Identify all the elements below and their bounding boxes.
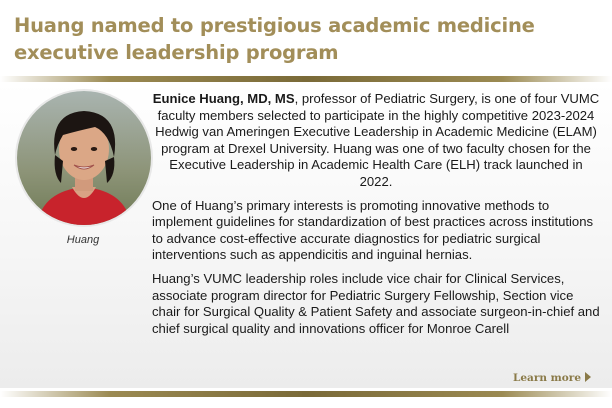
arrow-right-icon[interactable] bbox=[585, 372, 591, 382]
headline-line-1: Huang named to prestigious academic medicine bbox=[14, 14, 535, 37]
paragraph-1 bbox=[152, 91, 600, 191]
person-name: Eunice Huang, MD, MS bbox=[152, 91, 295, 106]
portrait-photo bbox=[17, 91, 151, 225]
learn-more-label[interactable]: Learn more bbox=[512, 372, 581, 384]
paragraph-1-text: , professor of Pediatric Surgery, is one of four VUMC faculty members selected to participate in the highly competitive 2023-2024 Hedwig van Ameringen Executive Leadership in Academic Medicine (ELAM) program at Drexel University. Huang was one of two faculty chosen for the Executive Leadership in Academic Health Care (ELH) track launched in 2022. bbox=[155, 91, 600, 189]
headline-line-2: executive leadership program bbox=[14, 41, 339, 64]
paragraph-3: Huang’s VUMC leadership roles include vice chair for Clinical Services, associate program director for Pediatric Surgery Fellowship, Section vice chair for Surgical Quality & Patient Safety and associate surgeon-in-chief and chief surgical quality and innovations officer for Monroe Carell bbox=[152, 270, 600, 336]
bottom-divider bbox=[0, 391, 612, 397]
photo-caption: Huang bbox=[66, 234, 100, 246]
learn-more-link[interactable] bbox=[513, 372, 591, 384]
article-headline bbox=[14, 12, 604, 66]
portrait-illustration bbox=[17, 91, 151, 225]
article-body bbox=[152, 91, 600, 337]
paragraph-2: One of Huang’s primary interests is promoting innovative methods to implement guidelines for standardization of best practices across institutions to advance cost-effective accurate diagnostics for pediatric surgical interventions such as appendicitis and inguinal hernias. bbox=[152, 197, 594, 263]
